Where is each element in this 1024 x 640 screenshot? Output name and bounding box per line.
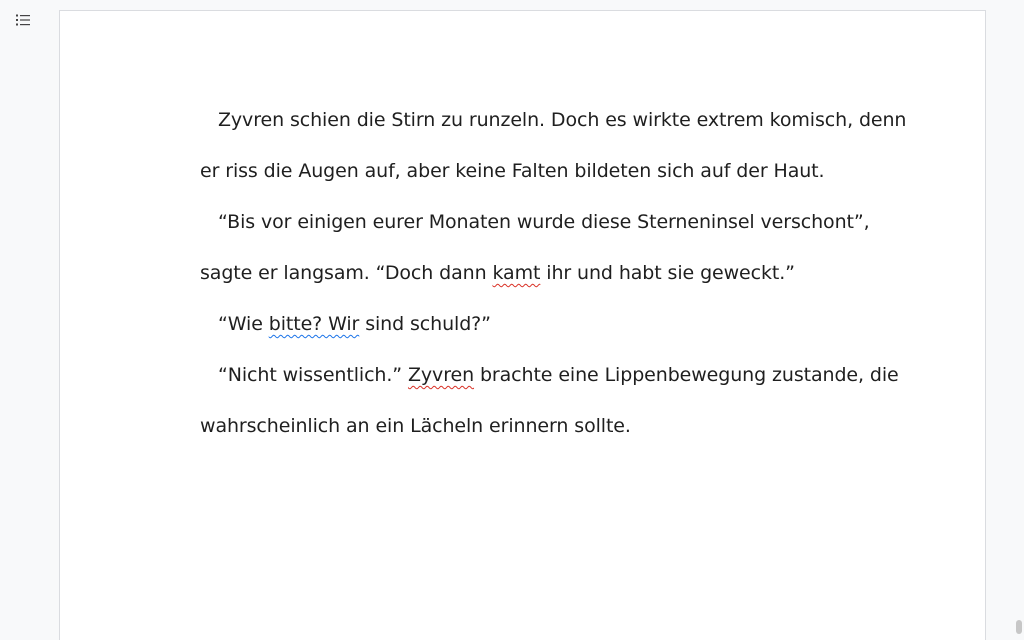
spelling-error-word[interactable]: kamt bbox=[492, 262, 541, 284]
text-line[interactable] bbox=[200, 146, 880, 197]
text-line[interactable] bbox=[200, 401, 880, 452]
spelling-error-word[interactable]: Zyvren bbox=[407, 364, 475, 386]
text-run: “Nicht wissentlich.” bbox=[218, 364, 408, 386]
text-line[interactable] bbox=[200, 95, 907, 146]
text-run: wahrscheinlich an ein Lächeln erinnern sollte. bbox=[200, 415, 631, 437]
text-line[interactable] bbox=[200, 299, 880, 350]
text-run: er riss die Augen auf, aber keine Falten bildeten sich auf der Haut. bbox=[200, 160, 825, 182]
text-run: Zyvren schien die Stirn zu runzeln. Doch es wirkte extrem komisch, denn bbox=[218, 109, 907, 131]
document-body[interactable] bbox=[200, 95, 907, 452]
text-run: ihr und habt sie geweckt.” bbox=[540, 262, 795, 284]
document-page[interactable] bbox=[59, 10, 986, 640]
vertical-scrollbar-thumb[interactable] bbox=[1016, 620, 1022, 634]
document-outline-button[interactable] bbox=[12, 10, 34, 30]
text-run: brachte eine Lippenbewegung zustande, die bbox=[474, 364, 899, 386]
text-run: sagte er langsam. “Doch dann bbox=[200, 262, 493, 284]
text-line[interactable] bbox=[200, 350, 899, 401]
text-run: “Bis vor einigen eurer Monaten wurde diese Sterneninsel verschont”, bbox=[218, 211, 870, 233]
grammar-suggestion-text[interactable]: bitte? Wir bbox=[268, 313, 360, 335]
list-outline-icon bbox=[16, 11, 30, 30]
text-run: sind schuld?” bbox=[359, 313, 491, 335]
text-line[interactable] bbox=[200, 248, 880, 299]
text-line[interactable] bbox=[200, 197, 880, 248]
text-run: “Wie bbox=[218, 313, 269, 335]
